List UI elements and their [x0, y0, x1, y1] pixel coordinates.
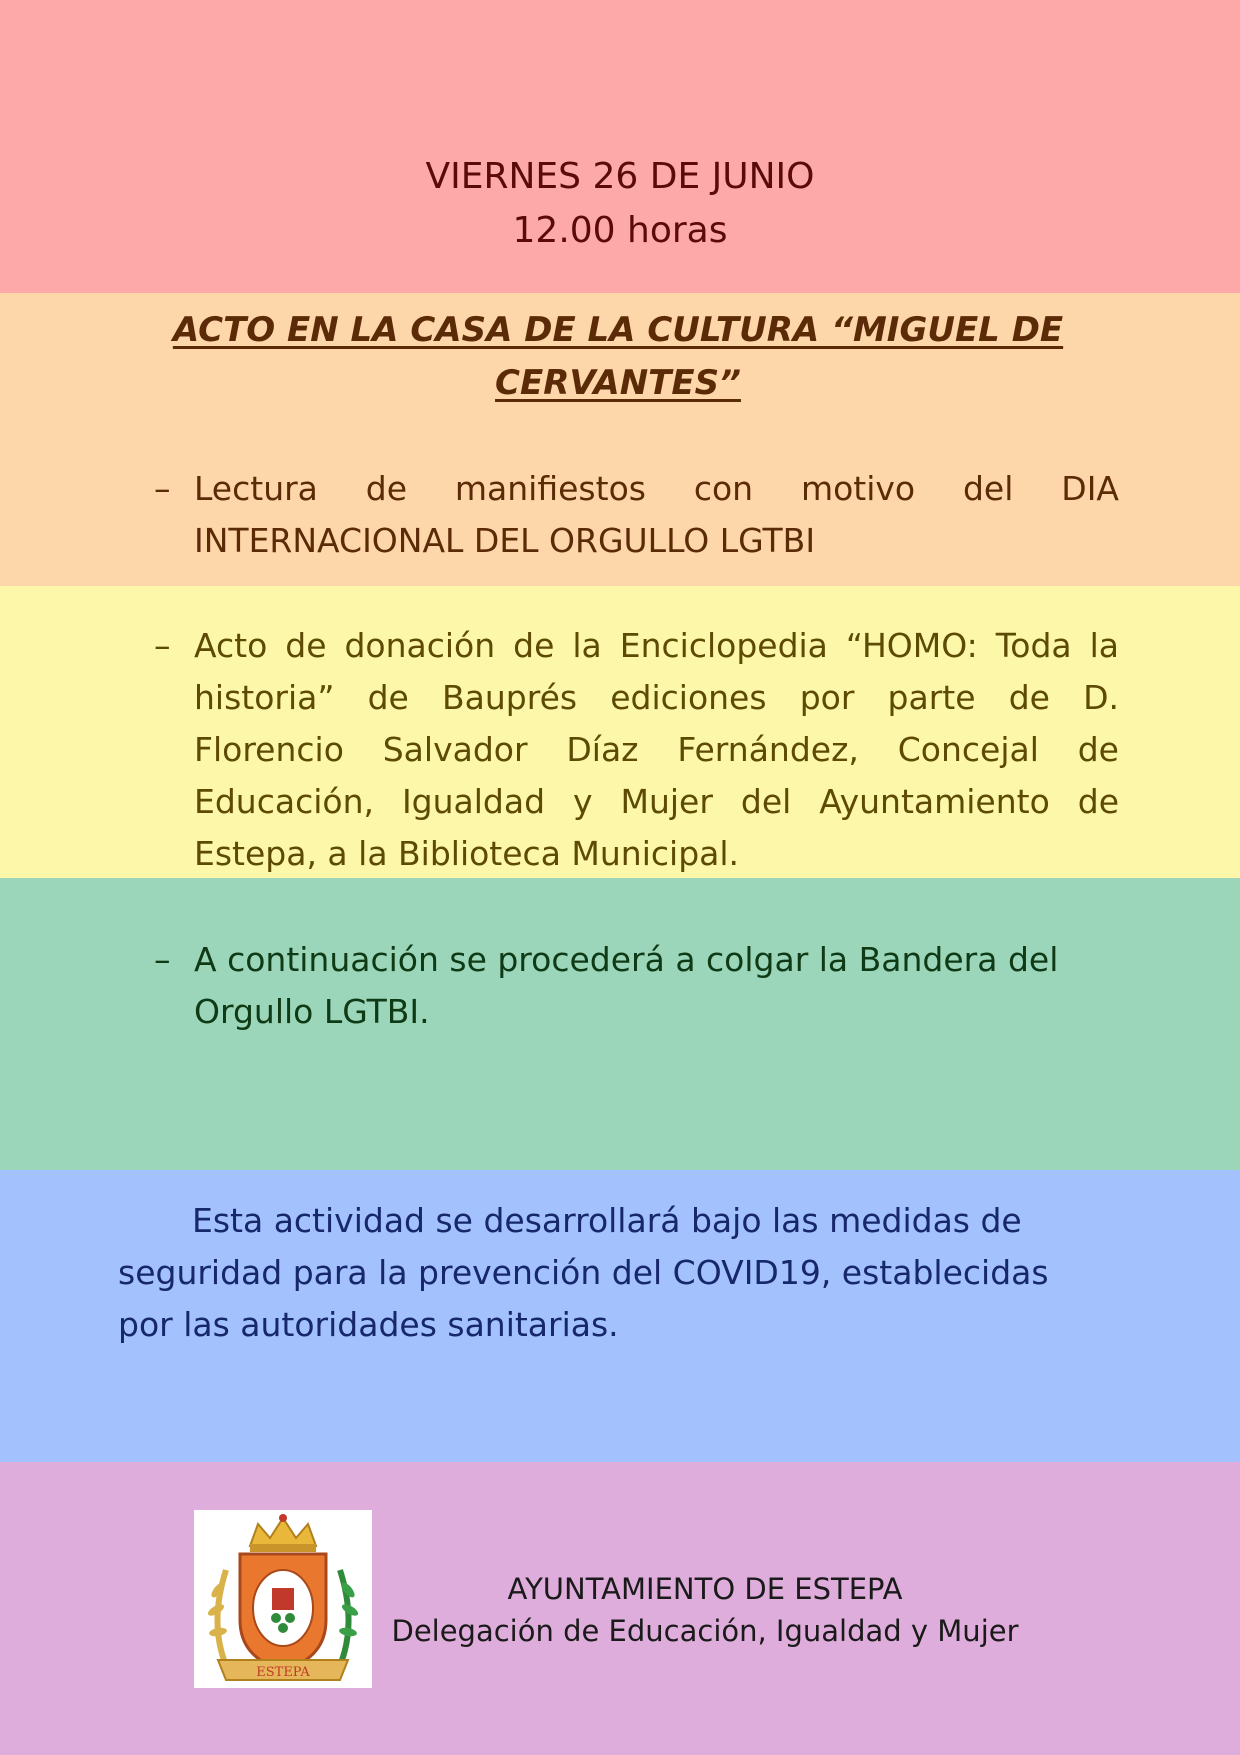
list-item [154, 934, 1119, 1038]
list-item-text: Acto de donación de la Enciclopedia “HOMO: Toda la historia” de Bauprés ediciones por parte de D. Florencio Salvador Díaz Fernández, Concejal de Educación, Igualdad y Mujer del Ayuntamiento de Estepa, a la Biblioteca Municipal. [194, 626, 1119, 873]
bullet-dash: – [154, 940, 171, 979]
footer-organization [370, 1568, 1040, 1652]
crest-ribbon-label: ESTEPA [256, 1665, 310, 1680]
event-time: 12.00 horas [512, 210, 728, 251]
covid-notice: Esta actividad se desarrollará bajo las medidas de seguridad para la prevención del COVID19, establecidas por las autoridades sanitarias. [118, 1201, 1049, 1344]
bullet-dash: – [154, 626, 171, 665]
coat-of-arms-icon [194, 1510, 372, 1688]
list-item-text: Lectura de manifiestos con motivo del DIA INTERNACIONAL DEL ORGULLO LGTBI [194, 469, 1119, 560]
event-date: VIERNES 26 DE JUNIO [425, 156, 815, 197]
event-datetime [0, 150, 1240, 258]
department-name: Delegación de Educación, Igualdad y Mujer [391, 1614, 1019, 1648]
list-item-text: A continuación se procederá a colgar la Bandera del Orgullo LGTBI. [194, 940, 1059, 1031]
event-title: ACTO EN LA CASA DE LA CULTURA “MIGUEL DE CERVANTES” [172, 310, 1064, 403]
list-item [154, 463, 1119, 567]
bullet-dash: – [154, 469, 171, 508]
organization-name: AYUNTAMIENTO DE ESTEPA [507, 1572, 903, 1606]
list-item [154, 620, 1119, 880]
coat-of-arms-graphic [194, 1510, 372, 1688]
